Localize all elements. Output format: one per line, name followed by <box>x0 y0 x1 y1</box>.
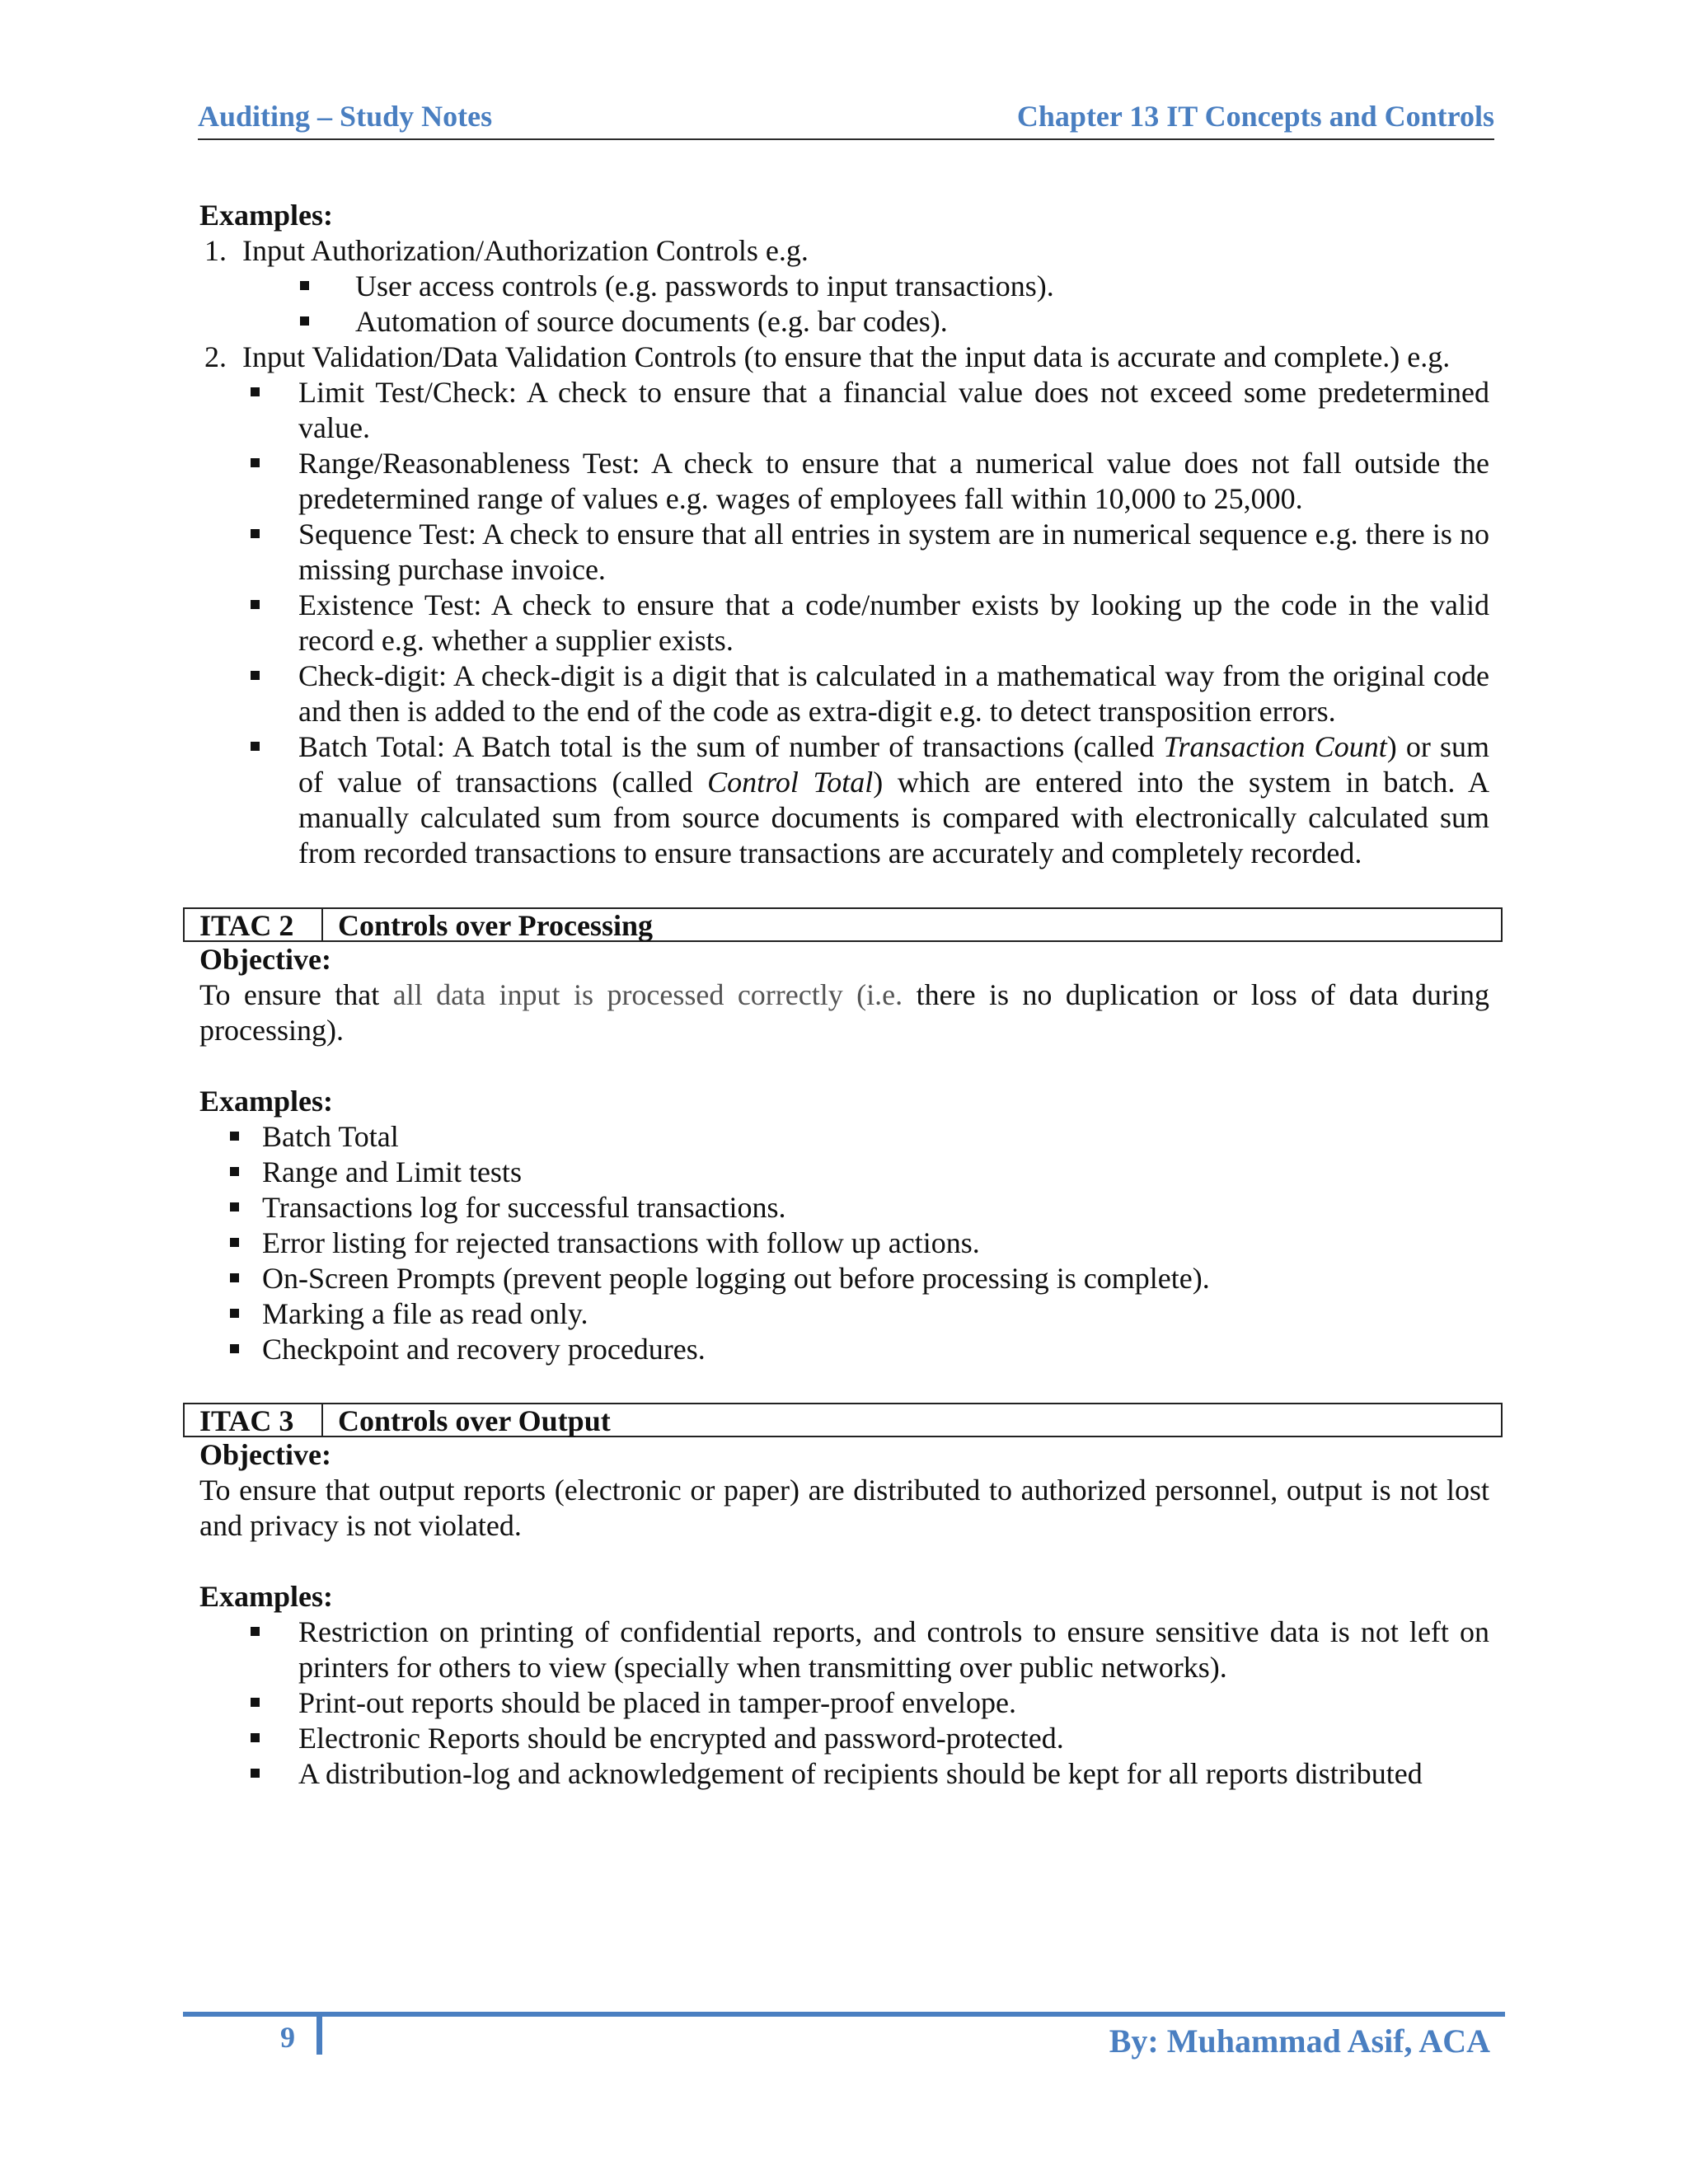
item-text: Input Validation/Data Validation Controls (to ensure that the input data is accurate and complete.) e.g. <box>242 340 1451 373</box>
bullet-item: Print-out reports should be placed in tamper-proof envelope. <box>199 1685 1489 1721</box>
bullet-item: Marking a file as read only. <box>199 1296 1489 1332</box>
square-bullet-icon <box>300 316 309 326</box>
square-bullet-icon <box>230 1344 239 1353</box>
bullet-item: User access controls (e.g. passwords to input transactions). <box>199 269 1489 304</box>
item-text: Input Authorization/Authorization Controls e.g. <box>242 234 809 267</box>
item-number: 2. <box>204 340 227 373</box>
square-bullet-icon <box>251 1733 260 1742</box>
bullet-item: Electronic Reports should be encrypted and password-protected. <box>199 1721 1489 1756</box>
itac3-code: ITAC 3 <box>185 1404 323 1436</box>
square-bullet-icon <box>300 281 309 290</box>
list-item <box>199 340 1489 871</box>
square-bullet-icon <box>251 671 260 680</box>
bullet-item: Existence Test: A check to ensure that a code/number exists by looking up the code in the valid record e.g. whether a supplier exists. <box>199 588 1489 658</box>
footer-rule <box>183 2012 1505 2017</box>
examples-heading: Examples: <box>199 1085 333 1118</box>
square-bullet-icon <box>251 529 260 538</box>
page-content <box>199 198 1489 1792</box>
bullet-item: A distribution-log and acknowledgement of recipients should be kept for all reports distributed <box>199 1756 1489 1792</box>
bullet-item: Transactions log for successful transactions. <box>199 1190 1489 1226</box>
square-bullet-icon <box>230 1132 239 1141</box>
footer-author: By: Muhammad Asif, ACA <box>1109 2022 1490 2060</box>
square-bullet-icon <box>251 600 260 609</box>
bullet-item: Check-digit: A check-digit is a digit that is calculated in a mathematical way from the original code and then is added to the end of the code as extra-digit e.g. to detect transposition errors. <box>199 658 1489 729</box>
itac3-title: Controls over Output <box>338 1404 611 1437</box>
bullet-item: Batch Total <box>199 1119 1489 1155</box>
bullet-list <box>199 1615 1489 1792</box>
square-bullet-icon <box>251 1698 260 1707</box>
bullet-list <box>199 375 1489 871</box>
square-bullet-icon <box>251 1627 260 1636</box>
bullet-item: Restriction on printing of confidential reports, and controls to ensure sensitive data is not left on printers for others to view (specially when transmitting over public networks). <box>199 1615 1489 1685</box>
bullet-item: Checkpoint and recovery procedures. <box>199 1332 1489 1367</box>
page-number: 9 <box>280 2021 295 2054</box>
square-bullet-icon <box>230 1202 239 1212</box>
bullet-item: Sequence Test: A check to ensure that all entries in system are in numerical sequence e.g. there is no missing purchase invoice. <box>199 517 1489 588</box>
list-item <box>199 233 1489 340</box>
square-bullet-icon <box>230 1273 239 1282</box>
itac2-code: ITAC 2 <box>185 909 323 940</box>
item-number: 1. <box>204 234 227 267</box>
square-bullet-icon <box>230 1309 239 1318</box>
objective-text: To ensure that all data input is processed correctly (i.e. there is no duplication or loss of data during processing). <box>199 978 1489 1047</box>
objective-heading: Objective: <box>199 943 331 976</box>
bullet-item: Error listing for rejected transactions with follow up actions. <box>199 1226 1489 1261</box>
square-bullet-icon <box>251 387 260 396</box>
square-bullet-icon <box>230 1238 239 1247</box>
bullet-item: Range/Reasonableness Test: A check to ensure that a numerical value does not fall outside the predetermined range of values e.g. wages of employees fall within 10,000 to 25,000. <box>199 446 1489 517</box>
itac2-header <box>183 907 1503 942</box>
itac3-header <box>183 1403 1503 1437</box>
page-header <box>198 99 1494 140</box>
bullet-item: Limit Test/Check: A check to ensure that a financial value does not exceed some predetermined value. <box>199 375 1489 446</box>
bullet-item: Automation of source documents (e.g. bar codes). <box>199 304 1489 340</box>
square-bullet-icon <box>230 1167 239 1176</box>
bullet-list <box>199 1119 1489 1367</box>
square-bullet-icon <box>251 742 260 751</box>
itac2-title: Controls over Processing <box>338 909 653 942</box>
objective-text: To ensure that output reports (electronic or paper) are distributed to authorized personnel, output is not lost and privacy is not violated. <box>199 1474 1489 1542</box>
bullet-list <box>199 269 1489 340</box>
bullet-item: Range and Limit tests <box>199 1155 1489 1190</box>
square-bullet-icon <box>251 458 260 467</box>
square-bullet-icon <box>251 1769 260 1778</box>
bullet-item: On-Screen Prompts (prevent people logging out before processing is complete). <box>199 1261 1489 1296</box>
header-right-title: Chapter 13 IT Concepts and Controls <box>1016 100 1494 133</box>
footer-divider <box>316 2012 322 2055</box>
objective-heading: Objective: <box>199 1438 331 1471</box>
header-left-title: Auditing – Study Notes <box>198 100 493 133</box>
examples-heading: Examples: <box>199 1580 333 1613</box>
bullet-item: Batch Total: A Batch total is the sum of number of transactions (called Transaction Count) or sum of value of transactions (called Control Total) which are entered into the system in batch. A manually calculated sum from source documents is compared with electronically calculated sum from recorded transactions to ensure transactions are accurately and completely recorded. <box>199 729 1489 871</box>
examples-heading: Examples: <box>199 199 333 232</box>
numbered-list <box>199 233 1489 871</box>
